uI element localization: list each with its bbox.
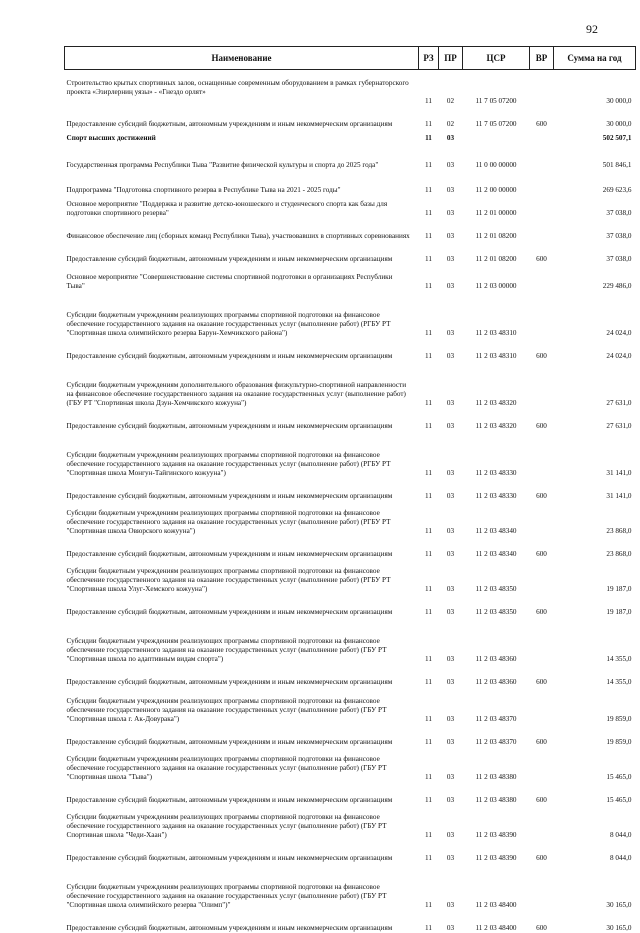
cell-name: Субсидии бюджетным учреждениям реализующих программы спортивной подготовки на финансовое обеспечение государственного задания на оказание государственных услуг (выполнение работ) (ГБУ РТ "Спортивная школа олимпийского резерва "Олимп")" [65,863,419,910]
cell-csr [463,70,530,98]
cell-pr: 02 [439,106,463,129]
cell-name: Спорт высших достижений [65,129,419,143]
cell-sum: 37 038,0 [554,241,636,264]
cell-name: Субсидии бюджетным учреждениям реализующих программы спортивной подготовки на финансовое обеспечение государственного задания на оказание государственных услуг (выполнение работ) (РГБУ РТ "Спортивная школа олимпийского резерва Барун-Хемчикского района") [65,291,419,338]
cell-csr: 11 2 03 48320 [463,408,530,431]
cell-rz: 11 [419,129,439,143]
cell-pr: 03 [439,664,463,687]
cell-rz: 11 [419,687,439,724]
cell-vr: 600 [530,338,554,361]
cell-pr: 03 [439,218,463,241]
table-row [65,910,636,933]
cell-name: Предоставление субсидий бюджетным, автономным учреждениям и иным некоммерческим организациям [65,724,419,747]
table-row [65,559,636,594]
cell-pr: 03 [439,910,463,933]
cell-pr: 03 [439,617,463,664]
cell-rz: 11 [419,747,439,782]
cell-vr [530,687,554,724]
cell-rz: 11 [419,805,439,840]
cell-rz: 11 [419,501,439,536]
cell-sum: 23 868,0 [554,536,636,559]
cell-name: Предоставление субсидий бюджетным, автономным учреждениям и иным некоммерческим организациям [65,594,419,617]
cell-vr [530,863,554,910]
cell-vr [530,97,554,106]
cell-pr: 03 [439,747,463,782]
table-row [65,536,636,559]
cell-pr: 03 [439,805,463,840]
table-row [65,143,636,170]
cell-csr: 11 2 03 48310 [463,338,530,361]
cell-csr: 11 2 03 48380 [463,747,530,782]
cell-name: Предоставление субсидий бюджетным, автономным учреждениям и иным некоммерческим организациям [65,910,419,933]
cell-sum: 31 141,0 [554,478,636,501]
cell-csr: 11 2 03 48400 [463,910,530,933]
cell-vr: 600 [530,664,554,687]
cell-vr [530,291,554,338]
cell-rz: 11 [419,264,439,291]
table-row [65,782,636,805]
header-rz: РЗ [419,47,439,70]
cell-name: Предоставление субсидий бюджетным, автономным учреждениям и иным некоммерческим организациям [65,478,419,501]
cell-sum: 15 465,0 [554,782,636,805]
cell-vr: 600 [530,536,554,559]
cell-sum: 30 165,0 [554,863,636,910]
header-name: Наименование [65,47,419,70]
table-row [65,724,636,747]
cell-pr [439,70,463,98]
cell-vr [530,501,554,536]
cell-name: Государственная программа Республики Тыва "Развитие физической культуры и спорта до 2025 года" [65,143,419,170]
cell-rz: 11 [419,170,439,195]
cell-sum: 37 038,0 [554,195,636,218]
table-row [65,129,636,143]
cell-name: Финансовое обеспечение лиц (сборных команд Республики Тыва), участвовавших в спортивных соревнованиях [65,218,419,241]
cell-csr: 11 2 03 48310 [463,291,530,338]
cell-csr: 11 7 05 07200 [463,106,530,129]
cell-pr: 03 [439,724,463,747]
table-row [65,195,636,218]
cell-name: Субсидии бюджетным учреждениям дополнительного образования физкультурно-спортивной направленности на финансовое обеспечение государственного задания на оказание государственных услуг (выполнение работ) (ГБУ РТ "Спортивная школа Дзун-Хемчикского кожууна") [65,361,419,408]
cell-vr: 600 [530,782,554,805]
cell-name: Предоставление субсидий бюджетным, автономным учреждениям и иным некоммерческим организациям [65,338,419,361]
cell-csr: 11 2 03 48320 [463,361,530,408]
cell-csr [463,129,530,143]
cell-sum: 37 038,0 [554,218,636,241]
cell-vr [530,218,554,241]
cell-csr: 11 2 03 00000 [463,264,530,291]
cell-sum: 19 187,0 [554,559,636,594]
cell-rz: 11 [419,241,439,264]
cell-name: Субсидии бюджетным учреждениям реализующих программы спортивной подготовки на финансовое обеспечение государственного задания на оказание государственных услуг (выполнение работ) (РГБУ РТ "Спортивная школа Улуг-Хемского кожууна") [65,559,419,594]
table-row [65,97,636,106]
cell-vr [530,195,554,218]
table-row [65,687,636,724]
table-row [65,106,636,129]
budget-table [64,46,636,933]
table-row [65,617,636,664]
table-row [65,264,636,291]
cell-pr: 03 [439,536,463,559]
cell-name: Предоставление субсидий бюджетным, автономным учреждениям и иным некоммерческим организациям [65,664,419,687]
cell-pr: 03 [439,195,463,218]
cell-rz: 11 [419,594,439,617]
cell-pr: 03 [439,170,463,195]
cell-rz: 11 [419,195,439,218]
cell-name: Основное мероприятие "Совершенствование системы спортивной подготовки в организациях Республики Тыва" [65,264,419,291]
cell-csr: 11 2 03 48360 [463,664,530,687]
cell-sum: 30 000,0 [554,106,636,129]
cell-vr: 600 [530,241,554,264]
table-row [65,241,636,264]
cell-csr: 11 2 03 48340 [463,501,530,536]
cell-rz: 11 [419,910,439,933]
cell-name: Предоставление субсидий бюджетным, автономным учреждениям и иным некоммерческим организациям [65,782,419,805]
cell-sum: 30 165,0 [554,910,636,933]
cell-vr: 600 [530,840,554,863]
cell-csr: 11 2 00 00000 [463,170,530,195]
cell-sum: 23 868,0 [554,501,636,536]
cell-rz: 11 [419,724,439,747]
cell-name [65,97,419,106]
table-row [65,747,636,782]
cell-pr: 02 [439,97,463,106]
cell-name: Предоставление субсидий бюджетным, автономным учреждениям и иным некоммерческим организациям [65,840,419,863]
cell-csr: 11 2 01 08200 [463,218,530,241]
cell-pr: 03 [439,129,463,143]
cell-rz: 11 [419,106,439,129]
cell-csr: 11 2 03 48340 [463,536,530,559]
cell-vr [530,143,554,170]
cell-rz: 11 [419,559,439,594]
table-row [65,805,636,840]
cell-rz: 11 [419,664,439,687]
table-row [65,338,636,361]
table-row [65,594,636,617]
cell-name: Субсидии бюджетным учреждениям реализующих программы спортивной подготовки на финансовое обеспечение государственного задания на оказание государственных услуг (выполнение работ) (ГБУ РТ "Спортивная школа "Тыва") [65,747,419,782]
cell-pr: 03 [439,840,463,863]
cell-vr: 600 [530,106,554,129]
cell-csr: 11 2 03 48360 [463,617,530,664]
cell-rz: 11 [419,291,439,338]
cell-pr: 03 [439,687,463,724]
cell-name: Субсидии бюджетным учреждениям реализующих программы спортивной подготовки на финансовое обеспечение государственного задания на оказание государственных услуг (выполнение работ) (ГБУ РТ Спортивная школа "Чеди-Хаан") [65,805,419,840]
cell-rz: 11 [419,338,439,361]
cell-csr: 11 2 03 48370 [463,724,530,747]
cell-name: Предоставление субсидий бюджетным, автономным учреждениям и иным некоммерческим организациям [65,241,419,264]
cell-csr: 11 7 05 07200 [463,97,530,106]
header-csr: ЦСР [463,47,530,70]
cell-sum: 269 623,6 [554,170,636,195]
cell-vr: 600 [530,478,554,501]
cell-csr: 11 2 03 48350 [463,559,530,594]
cell-pr: 03 [439,143,463,170]
cell-sum: 19 859,0 [554,687,636,724]
cell-name: Основное мероприятие "Поддержка и развитие детско-юношеского и студенческого спорта как базы для подготовки спортивного резерва" [65,195,419,218]
cell-pr: 03 [439,291,463,338]
cell-csr: 11 2 03 48330 [463,478,530,501]
cell-vr [530,617,554,664]
header-pr: ПР [439,47,463,70]
cell-sum: 8 044,0 [554,805,636,840]
table-row [65,70,636,98]
cell-sum: 502 507,1 [554,129,636,143]
cell-vr [530,361,554,408]
cell-sum: 229 486,0 [554,264,636,291]
cell-sum: 8 044,0 [554,840,636,863]
cell-pr: 03 [439,338,463,361]
cell-vr [530,264,554,291]
cell-name: Предоставление субсидий бюджетным, автономным учреждениям и иным некоммерческим организациям [65,536,419,559]
cell-rz: 11 [419,431,439,478]
table-row [65,501,636,536]
table-header-row [65,47,636,70]
cell-name: Предоставление субсидий бюджетным, автономным учреждениям и иным некоммерческим организациям [65,408,419,431]
cell-rz: 11 [419,478,439,501]
cell-rz: 11 [419,408,439,431]
cell-rz: 11 [419,863,439,910]
page-number: 92 [586,22,598,37]
cell-sum [554,70,636,98]
cell-pr: 03 [439,431,463,478]
table-row [65,170,636,195]
cell-csr: 11 2 03 48350 [463,594,530,617]
cell-sum: 24 024,0 [554,291,636,338]
cell-rz: 11 [419,782,439,805]
table-row [65,664,636,687]
cell-pr: 03 [439,241,463,264]
cell-vr [530,70,554,98]
cell-sum: 30 000,0 [554,97,636,106]
cell-vr: 600 [530,408,554,431]
cell-vr [530,805,554,840]
cell-sum: 19 859,0 [554,724,636,747]
cell-name: Субсидии бюджетным учреждениям реализующих программы спортивной подготовки на финансовое обеспечение государственного задания на оказание государственных услуг (выполнение работ) (ГБУ РТ "Спортивная школа по адаптивным видам спорта") [65,617,419,664]
cell-sum: 27 631,0 [554,408,636,431]
cell-csr: 11 2 03 48390 [463,840,530,863]
cell-vr [530,747,554,782]
table-row [65,431,636,478]
table-row [65,361,636,408]
table-row [65,478,636,501]
table-body [65,70,636,933]
cell-csr: 11 2 03 48390 [463,805,530,840]
cell-pr: 03 [439,361,463,408]
cell-pr: 03 [439,264,463,291]
cell-rz: 11 [419,840,439,863]
table-row [65,218,636,241]
cell-pr: 03 [439,501,463,536]
cell-pr: 03 [439,782,463,805]
cell-rz: 11 [419,218,439,241]
cell-name: Субсидии бюджетным учреждениям реализующих программы спортивной подготовки на финансовое обеспечение государственного задания на оказание государственных услуг (выполнение работ) (ГБУ РТ "Спортивная школа г. Ак-Довурака") [65,687,419,724]
cell-csr: 11 2 03 48370 [463,687,530,724]
cell-sum: 19 187,0 [554,594,636,617]
cell-rz: 11 [419,97,439,106]
table-row [65,408,636,431]
cell-sum: 31 141,0 [554,431,636,478]
cell-csr: 11 0 00 00000 [463,143,530,170]
cell-sum: 15 465,0 [554,747,636,782]
cell-pr: 03 [439,559,463,594]
cell-sum: 24 024,0 [554,338,636,361]
cell-vr: 600 [530,910,554,933]
cell-vr: 600 [530,594,554,617]
cell-sum: 501 846,1 [554,143,636,170]
cell-rz: 11 [419,143,439,170]
cell-rz [419,70,439,98]
cell-pr: 03 [439,863,463,910]
cell-name: Субсидии бюджетным учреждениям реализующих программы спортивной подготовки на финансовое обеспечение государственного задания на оказание государственных услуг (выполнение работ) (РГБУ РТ "Спортивная школа Овюрского кожууна") [65,501,419,536]
cell-csr: 11 2 01 08200 [463,241,530,264]
cell-csr: 11 2 01 00000 [463,195,530,218]
table-row [65,863,636,910]
header-sum: Сумма на год [554,47,636,70]
cell-vr [530,559,554,594]
cell-sum: 27 631,0 [554,361,636,408]
cell-name: Строительство крытых спортивных залов, оснащенные современным оборудованием в рамках губернаторского проекта «Эзирлерниң уязы» - «Гнездо орлят» [65,70,419,98]
cell-csr: 11 2 03 48380 [463,782,530,805]
cell-sum: 14 355,0 [554,617,636,664]
header-vr: ВР [530,47,554,70]
cell-vr [530,170,554,195]
cell-sum: 14 355,0 [554,664,636,687]
cell-vr: 600 [530,724,554,747]
cell-pr: 03 [439,408,463,431]
cell-name: Подпрограмма "Подготовка спортивного резерва в Республике Тыва на 2021 - 2025 годы" [65,170,419,195]
cell-pr: 03 [439,594,463,617]
cell-name: Предоставление субсидий бюджетным, автономным учреждениям и иным некоммерческим организациям [65,106,419,129]
table-row [65,291,636,338]
cell-rz: 11 [419,536,439,559]
table-row [65,840,636,863]
cell-vr [530,129,554,143]
cell-name: Субсидии бюджетным учреждениям реализующих программы спортивной подготовки на финансовое обеспечение государственного задания на оказание государственных услуг (выполнение работ) (РГБУ РТ "Спортивная школа Монгун-Тайгинского кожууна") [65,431,419,478]
cell-csr: 11 2 03 48330 [463,431,530,478]
cell-rz: 11 [419,617,439,664]
cell-pr: 03 [439,478,463,501]
cell-csr: 11 2 03 48400 [463,863,530,910]
cell-rz: 11 [419,361,439,408]
cell-vr [530,431,554,478]
